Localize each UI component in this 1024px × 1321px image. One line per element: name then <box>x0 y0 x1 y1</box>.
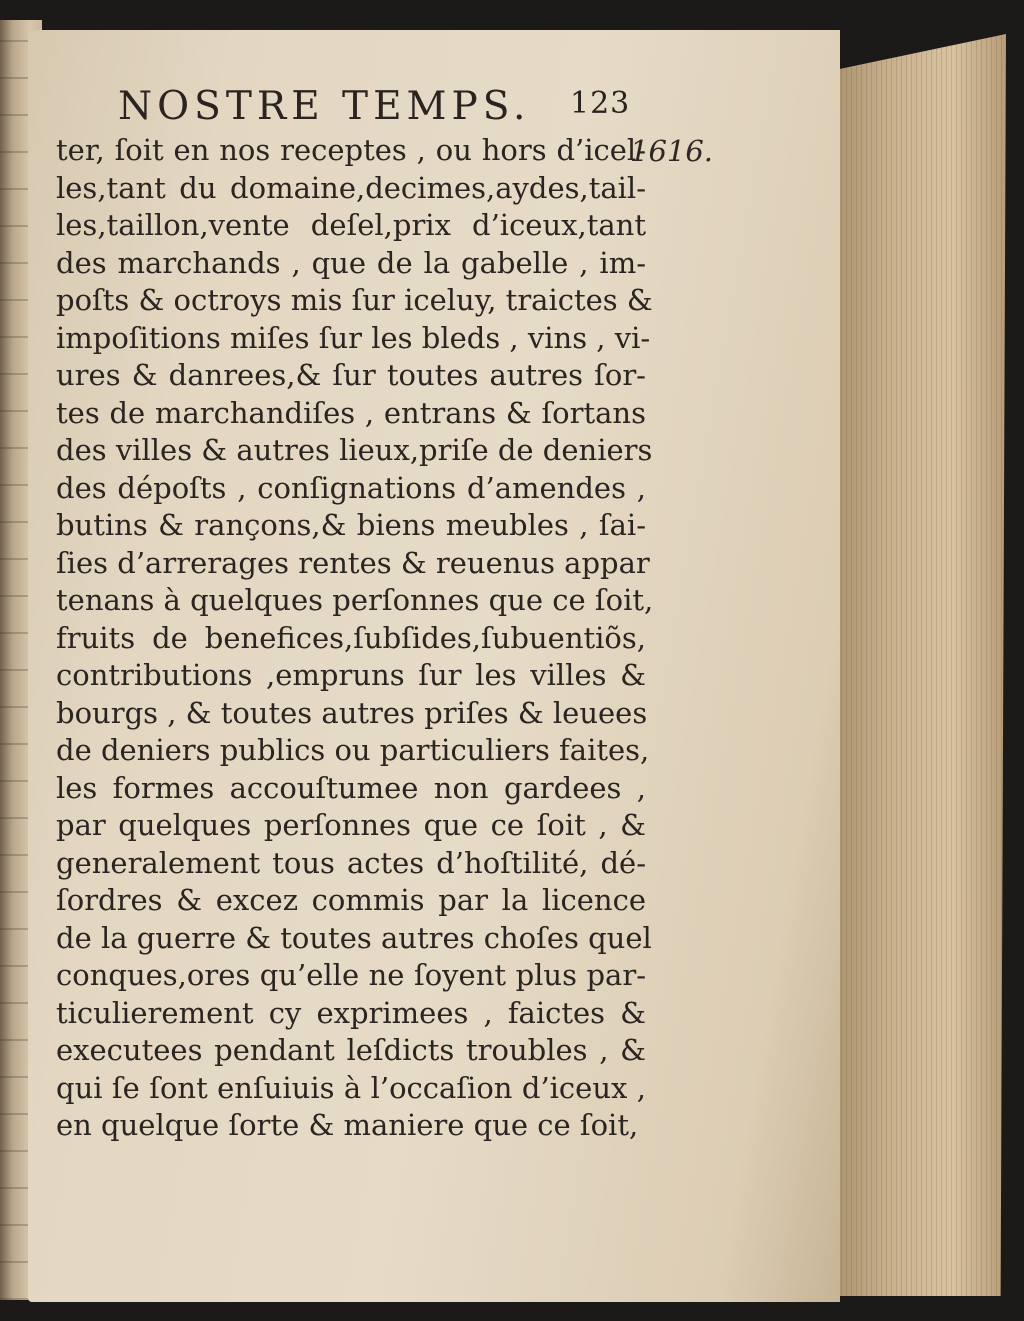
text-line: poſts & octroys mis ſur iceluy, traictes & <box>56 283 653 317</box>
text-line: en quelque ſorte & maniere que ce ſoit, <box>56 1108 639 1142</box>
text-line: tes de marchandiſes , entrans & ſortans <box>56 395 646 430</box>
margin-year-note: 1616. <box>630 134 714 168</box>
text-line: par quelques perſonnes que ce ſoit , & <box>56 808 646 842</box>
text-line: butins & rançons,& biens meubles , ſai- <box>56 508 646 542</box>
text-line: ter, ſoit en nos receptes , ou hors d’icel- <box>56 133 646 167</box>
text-line: ſies d’arrerages rentes & reuenus appar <box>56 545 650 580</box>
running-head-title: NOSTRE TEMPS. <box>118 84 531 129</box>
text-line: tenans à quelques perſonnes que ce ſoit, <box>56 583 654 617</box>
text-line: de deniers publics ou particuliers faites, <box>56 733 650 767</box>
text-line: de la guerre & toutes autres choſes quel <box>56 920 652 955</box>
text-line: les formes accouſtumee non gardees , <box>56 770 646 805</box>
text-line: generalement tous actes d’hoſtilité, dé- <box>56 845 646 880</box>
text-line: ſordres & excez commis par la licence <box>56 883 646 917</box>
text-line: des marchands , que de la gabelle , im- <box>56 245 646 280</box>
page-number: 123 <box>570 86 631 121</box>
fore-edge <box>826 34 1006 1296</box>
body-text <box>56 132 654 1145</box>
text-line: des villes & autres lieux,priſe de deniers <box>56 433 653 467</box>
running-head <box>118 84 638 129</box>
text-line: fruits de benefices,ſubſides,ſubuentiõs, <box>56 620 646 655</box>
text-line: conques,ores qu’elle ne ſoyent plus par- <box>56 958 646 992</box>
text-line: qui ſe ſont enſuiuis à l’occaſion d’iceux , <box>56 1070 646 1105</box>
text-line: impoſitions miſes ſur les bleds , vins , vi- <box>56 320 651 355</box>
text-line: contributions ,empruns ſur les villes & <box>56 658 646 692</box>
text-line: les,taillon,vente deſel,prix d’iceux,tant <box>56 208 646 242</box>
text-line: les,tant du domaine,decimes,aydes,tail- <box>56 170 646 205</box>
text-line: ticulierement cy exprimees , faictes & <box>56 995 646 1030</box>
text-line: executees pendant leſdicts troubles , & <box>56 1033 646 1067</box>
text-line: ures & danrees,& ſur toutes autres ſor- <box>56 358 646 392</box>
text-line: bourgs , & toutes autres priſes & leuees <box>56 695 648 730</box>
text-line: des dépoſts , conſignations d’amendes , <box>56 470 646 505</box>
